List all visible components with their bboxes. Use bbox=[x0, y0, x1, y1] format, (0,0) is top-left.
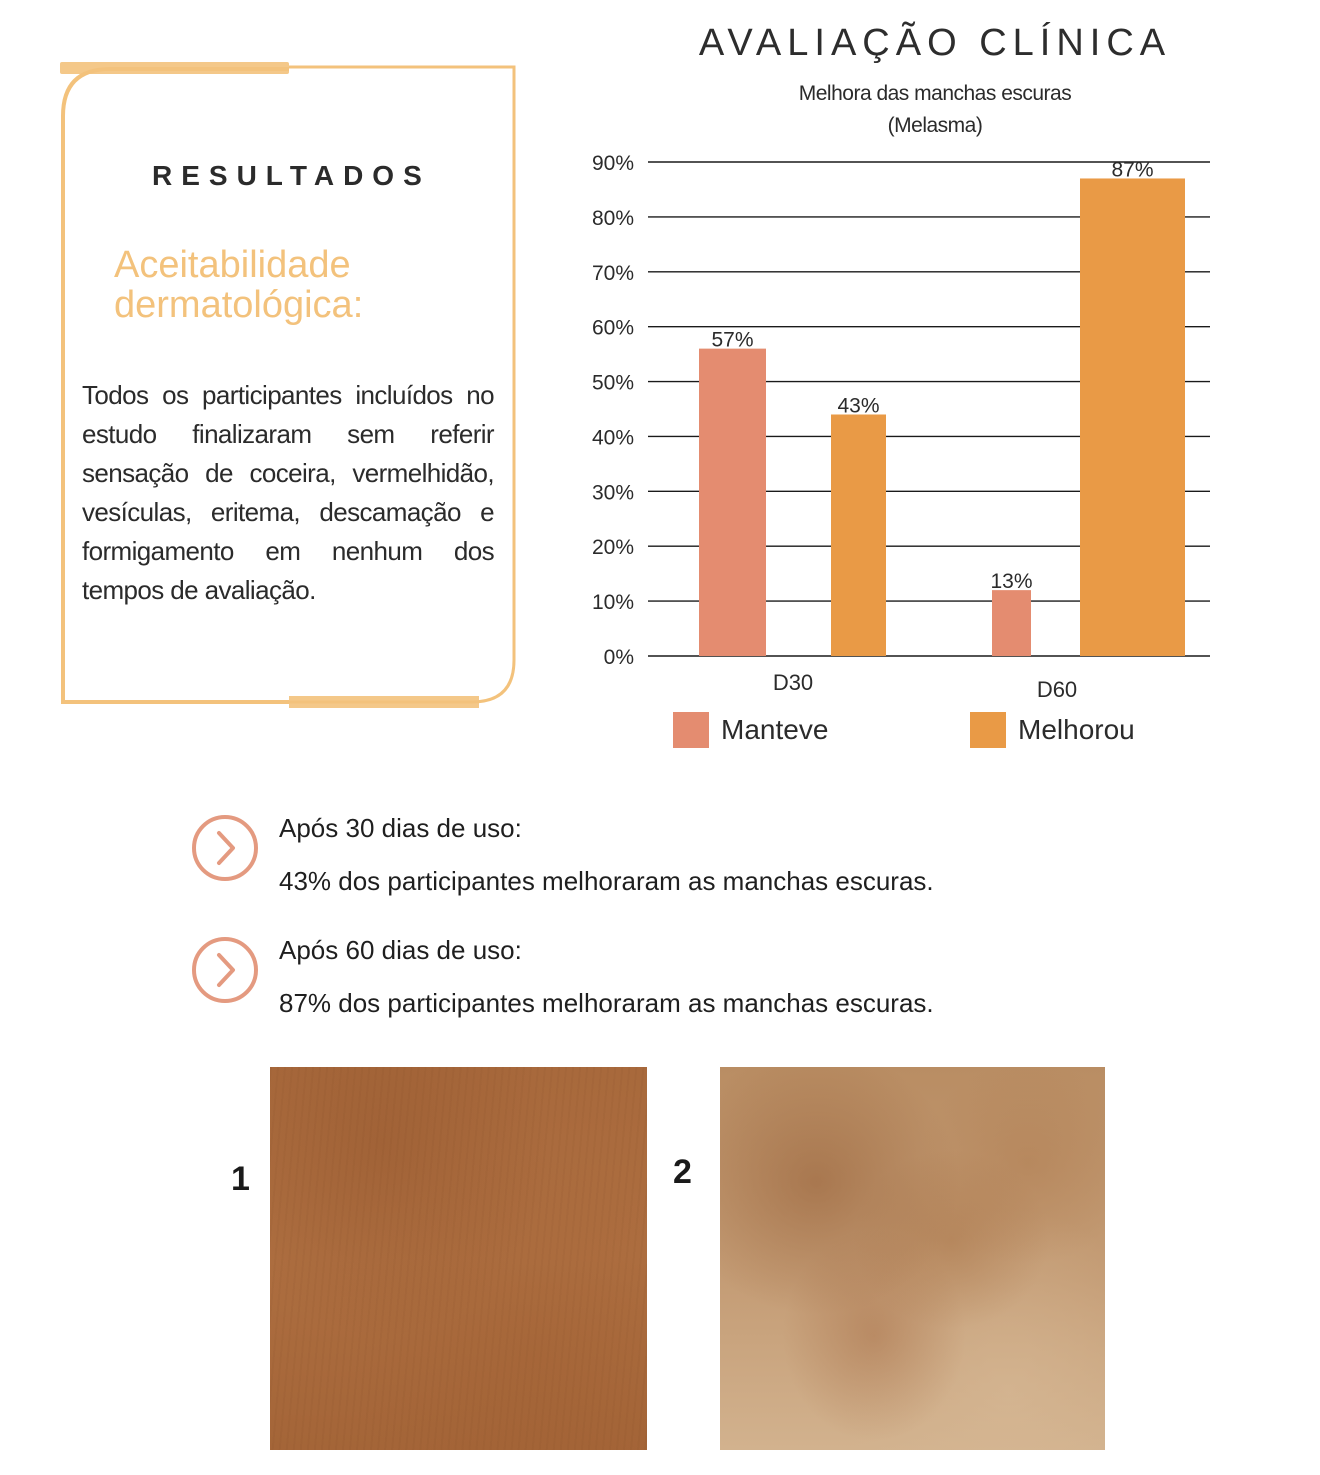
data-label-melhorou-d60: 87% bbox=[1111, 158, 1154, 182]
bar-melhorou-d30 bbox=[831, 414, 886, 656]
legend-swatch-melhorou bbox=[970, 712, 1006, 748]
results-title: RESULTADOS bbox=[152, 160, 431, 191]
highlight-text-d60: 87% dos participantes melhoraram as manchas escuras. bbox=[279, 988, 934, 1018]
y-tick-label: 10% bbox=[591, 591, 634, 615]
bar-manteve-d30 bbox=[699, 349, 766, 656]
y-tick-label: 30% bbox=[591, 481, 634, 505]
y-tick-label: 20% bbox=[591, 536, 634, 560]
results-body-text: Todos os participantes incluídos no estudo finalizaram sem referir sensação de coceira, vermelhidão, vesículas, eritema, descamação e formigamento em nenhum dos tempos de avaliação. bbox=[82, 380, 494, 605]
highlight-text-d30: 43% dos participantes melhoraram as manchas escuras. bbox=[279, 866, 934, 896]
highlight-heading-d60: Após 60 dias de uso: bbox=[279, 935, 522, 965]
legend-item-manteve bbox=[673, 712, 828, 748]
x-tick-label-d60: D60 bbox=[1036, 677, 1078, 702]
chart-title: AVALIAÇÃO CLÍNICA bbox=[698, 22, 1172, 64]
data-label-melhorou-d30: 43% bbox=[837, 394, 880, 418]
data-label-manteve-d30: 57% bbox=[711, 328, 754, 352]
photo-label-1: 1 bbox=[231, 1160, 250, 1198]
legend-label-manteve: Manteve bbox=[721, 714, 829, 745]
chevron-right-icon bbox=[190, 935, 260, 1005]
y-tick-label: 80% bbox=[591, 206, 634, 230]
y-tick-label: 70% bbox=[591, 261, 634, 285]
data-label-manteve-d60: 13% bbox=[990, 570, 1033, 594]
legend-swatch-manteve bbox=[673, 712, 709, 748]
skin-photo-after bbox=[720, 1067, 1105, 1450]
y-tick-label: 0% bbox=[603, 646, 634, 669]
chevron-right-icon bbox=[190, 813, 260, 883]
results-subtitle: Aceitabilidade dermatológica: bbox=[114, 244, 364, 326]
y-tick-label: 50% bbox=[591, 371, 634, 395]
skin-photo-before bbox=[270, 1067, 647, 1450]
legend-item-melhorou bbox=[970, 712, 1135, 748]
photo-label-2: 2 bbox=[673, 1153, 692, 1191]
x-tick-label-d30: D30 bbox=[772, 670, 814, 695]
y-tick-label: 60% bbox=[591, 316, 634, 340]
legend-label-melhorou: Melhorou bbox=[1018, 714, 1135, 745]
y-tick-label: 90% bbox=[591, 152, 634, 175]
y-tick-label: 40% bbox=[591, 426, 634, 450]
highlight-heading-d30: Após 30 dias de uso: bbox=[279, 813, 522, 843]
bar-melhorou-d60 bbox=[1080, 178, 1185, 656]
bar-manteve-d60 bbox=[992, 590, 1031, 656]
chart-subtitle-line-1: Melhora das manchas escuras bbox=[798, 82, 1072, 105]
chart-subtitle-line-2: (Melasma) bbox=[887, 114, 983, 137]
